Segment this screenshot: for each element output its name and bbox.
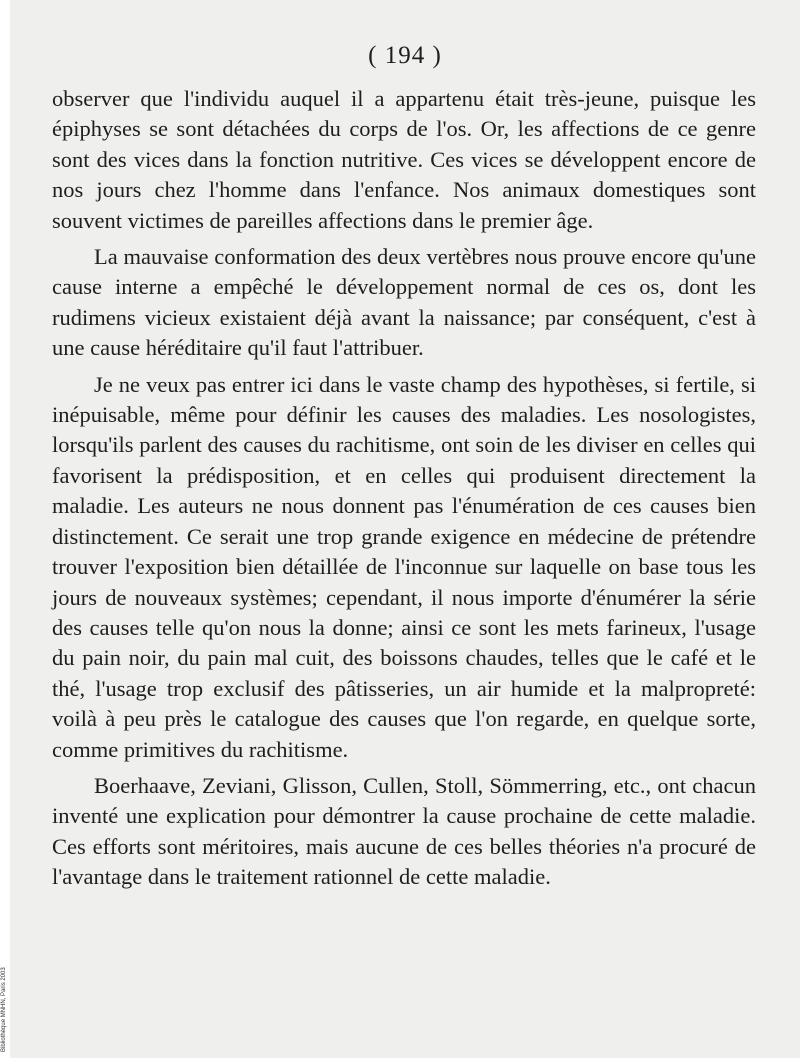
left-margin-strip bbox=[0, 0, 10, 1058]
book-page bbox=[10, 0, 800, 1058]
page-number: ( 194 ) bbox=[368, 42, 442, 69]
paragraph-4: Boerhaave, Zeviani, Glisson, Cullen, Stoll, Sömmerring, etc., ont chacun inventé une explication pour démontrer la cause prochaine de cette maladie. Ces efforts sont méritoires, mais aucune de ces belles théories n'a procuré de l'avantage dans le traitement rationnel de cette maladie. bbox=[52, 772, 756, 890]
paragraph-2: La mauvaise conformation des deux vertèbres nous prouve encore qu'une cause interne a empêché le développement normal de ces os, dont les rudimens vicieux existaient déjà avant la naissance; par conséquent, c'est à une cause héréditaire qu'il faut l'attribuer. bbox=[52, 244, 756, 361]
paragraph-3: Je ne veux pas entrer ici dans le vaste champ des hypothèses, si fertile, si inépuisable, même pour définir les causes des maladies. Les nosologistes, lorsqu'ils parlent des causes du rachitisme, ont soin de les diviser en celles qui favorisent la prédisposition, et en celles qui produisent directement la maladie. Les auteurs ne nous donnent pas l'énumération de ces causes bien distinctement. Ce serait une trop grande exigence en médecine de prétendre trouver l'exposition bien détaillée de l'inconnue sur laquelle on base tous les jours de nouveaux systèmes; cependant, il nous importe d'énumérer la série des causes telle qu'on nous la donne; ainsi ce sont les mets farineux, l'usage du pain noir, du pain mal cuit, des boissons chaudes, telles que le café et le thé, l'usage trop exclusif des pâtisseries, un air humide et la malpropreté: voilà à peu près le catalogue des causes que l'on regarde, en quelque sorte, comme primitives du rachitisme. bbox=[52, 371, 756, 762]
page-text bbox=[52, 84, 756, 893]
paragraph-1: observer que l'individu auquel il a appartenu était très-jeune, puisque les épiphyses se sont détachées du corps de l'os. Or, les affections de ce genre sont des vices dans la fonction nutritive. Ces vices se développent encore de nos jours chez l'homme dans l'enfance. Nos animaux domestiques sont souvent victimes de pareilles affections dans le premier âge. bbox=[52, 86, 756, 233]
library-stamp: Bibliothèque MNHN, Paris 2003 bbox=[1, 967, 7, 1052]
